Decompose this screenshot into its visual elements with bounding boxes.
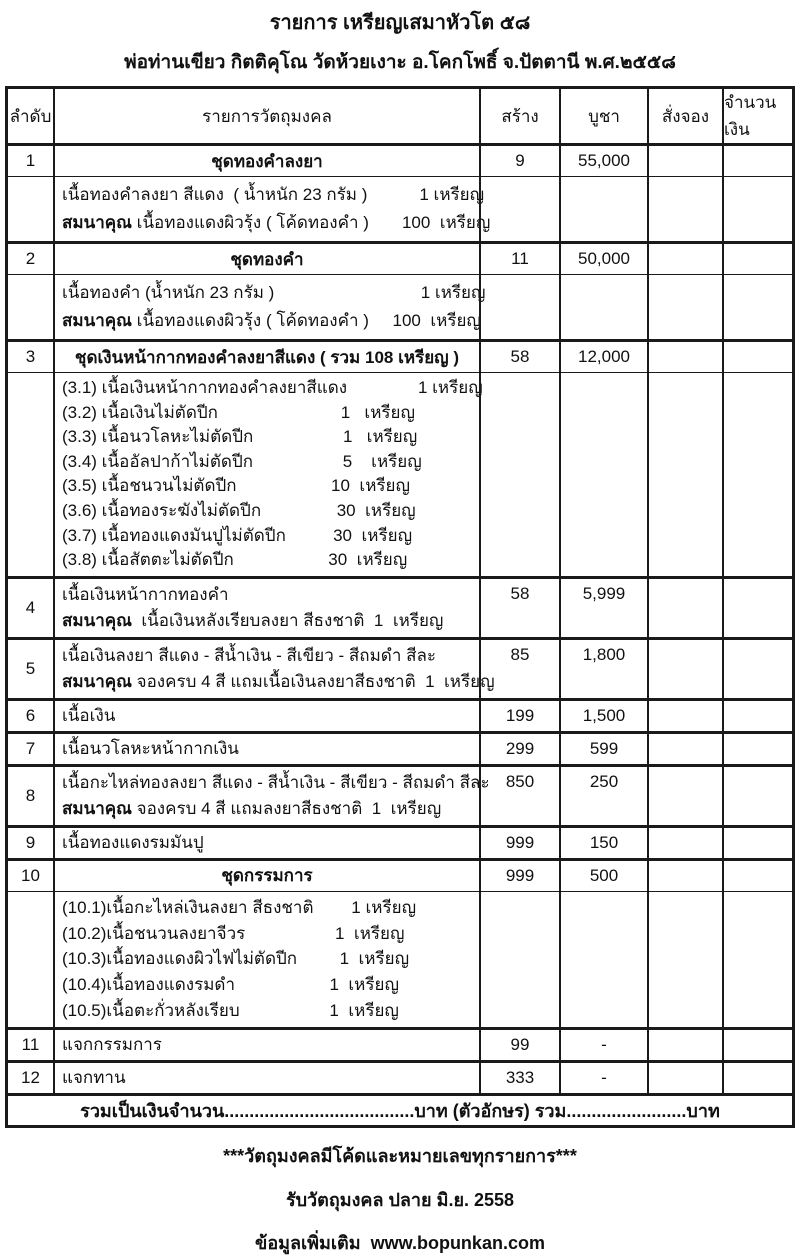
row-desc xyxy=(53,640,495,698)
row-order xyxy=(647,1030,722,1060)
row-desc xyxy=(53,892,479,1027)
footer-note-website: ข้อมูลเพิ่มเติม www.bopunkan.com xyxy=(255,1232,545,1253)
row-made xyxy=(479,177,559,241)
row-amount xyxy=(722,640,792,698)
row-desc: ชุดทองคำลงยา xyxy=(53,146,479,176)
row-order xyxy=(647,244,722,274)
row-desc xyxy=(53,373,483,576)
footer-note-pickup-date: รับวัตถุมงคล ปลาย มิ.ย. 2558 xyxy=(285,1189,515,1210)
row-no: 12 xyxy=(21,1067,40,1087)
row-no: 10 xyxy=(21,865,40,885)
table-row xyxy=(8,1027,792,1060)
table-row xyxy=(8,637,792,698)
row-made: 58 xyxy=(479,579,559,637)
row-no: 11 xyxy=(21,1034,40,1054)
detail-line: (3.3) เนื้อนวโลหะไม่ตัดปีก 1 เหรียญ xyxy=(62,427,418,447)
row-made: 299 xyxy=(479,734,559,764)
detail-line: (3.2) เนื้อเงินไม่ตัดปีก 1 เหรียญ xyxy=(62,402,415,422)
row-price: 599 xyxy=(559,734,647,764)
row-amount xyxy=(722,892,792,1027)
row-order xyxy=(647,892,722,1027)
row-no xyxy=(8,177,53,241)
row-price: 50,000 xyxy=(559,244,647,274)
row-no xyxy=(8,892,53,1027)
row-made xyxy=(479,373,559,576)
row-made: 9 xyxy=(479,146,559,176)
row-amount xyxy=(722,177,792,241)
row-amount xyxy=(722,1030,792,1060)
row-no: 8 xyxy=(25,785,36,805)
detail-line: เนื้อทองคำลงยา สีแดง ( น้ำหนัก 23 กรัม ) 1 เหรียญ xyxy=(62,185,485,204)
row-price xyxy=(559,177,647,241)
row-amount xyxy=(722,275,792,339)
table-row xyxy=(8,1060,792,1093)
row-order xyxy=(647,767,722,825)
row-no: 5 xyxy=(25,658,36,678)
row-order xyxy=(647,640,722,698)
detail-line: (10.5)เนื้อตะกั่วหลังเรียบ 1 เหรียญ xyxy=(62,1000,399,1020)
row-order xyxy=(647,146,722,176)
row-order xyxy=(647,701,722,731)
row-order xyxy=(647,734,722,764)
row-desc: เนื้อทองแดงรมมันปู xyxy=(53,828,479,858)
detail-line: (3.6) เนื้อทองระฆังไม่ตัดปีก 30 เหรียญ xyxy=(62,500,416,520)
total-row: รวมเป็นเงินจำนวน......................................บาท (ตัวอักษร) รวม........................บาท xyxy=(8,1093,792,1125)
row-price: - xyxy=(559,1030,647,1060)
detail-line: (3.7) เนื้อทองแดงมันปูไม่ตัดปีก 30 เหรียญ xyxy=(62,525,413,545)
row-price xyxy=(559,275,647,339)
row-desc: เนื้อเงิน xyxy=(53,701,479,731)
row-made: 999 xyxy=(479,828,559,858)
page-title: รายการ เหรียญเสมาหัวโต ๕๘ xyxy=(269,12,531,34)
row-price: 150 xyxy=(559,828,647,858)
detail-line: สมนาคุณ เนื้อทองแดงผิวรุ้ง ( โค้ดทองคำ ) 100 เหรียญ xyxy=(62,213,491,232)
row-order xyxy=(647,373,722,576)
row-no: 9 xyxy=(25,832,36,852)
row-made: 999 xyxy=(479,861,559,891)
row-amount xyxy=(722,579,792,637)
detail-line: (10.4)เนื้อทองแดงรมดำ 1 เหรียญ xyxy=(62,975,399,995)
amulet-price-table xyxy=(5,86,795,1128)
detail-line: เนื้อกะไหล่ทองลงยา สีแดง - สีน้ำเงิน - สีเขียว - สีถมดำ สีละ xyxy=(62,772,490,792)
detail-line: (3.5) เนื้อชนวนไม่ตัดปีก 10 เหรียญ xyxy=(62,476,410,496)
row-made: 85 xyxy=(479,640,559,698)
detail-line: สมนาคุณ จองครบ 4 สี แถมเนื้อเงินลงยาสีธงชาติ 1 เหรียญ xyxy=(62,671,495,691)
table-row xyxy=(8,825,792,858)
row-amount xyxy=(722,701,792,731)
page-subtitle: พ่อท่านเขียว กิตติคุโณ วัดห้วยเงาะ อ.โคกโพธิ์ จ.ปัตตานี พ.ศ.๒๕๕๘ xyxy=(124,52,676,73)
row-order xyxy=(647,342,722,372)
row-price xyxy=(559,892,647,1027)
row-order xyxy=(647,828,722,858)
detail-line: (3.8) เนื้อสัตตะไม่ตัดปีก 30 เหรียญ xyxy=(62,550,408,570)
table-header-row xyxy=(8,89,792,143)
row-made xyxy=(479,275,559,339)
detail-line: (3.4) เนื้ออัลปาก้าไม่ตัดปีก 5 เหรียญ xyxy=(62,451,422,471)
row-no: 7 xyxy=(25,738,36,758)
table-subrow xyxy=(8,372,792,576)
row-no xyxy=(8,275,53,339)
detail-line: สมนาคุณ เนื้อเงินหลังเรียบลงยา สีธงชาติ 1 เหรียญ xyxy=(62,610,444,630)
col-header-order: สั่งจอง xyxy=(647,89,722,143)
row-amount xyxy=(722,861,792,891)
row-desc xyxy=(53,275,486,339)
row-price: 500 xyxy=(559,861,647,891)
detail-line: เนื้อทองคำ (น้ำหนัก 23 กรัม ) 1 เหรียญ xyxy=(62,283,486,302)
table-row xyxy=(8,143,792,176)
row-amount xyxy=(722,767,792,825)
row-made: 333 xyxy=(479,1063,559,1093)
row-order xyxy=(647,1063,722,1093)
row-order xyxy=(647,275,722,339)
table-subrow xyxy=(8,891,792,1027)
table-row xyxy=(8,858,792,891)
row-amount xyxy=(722,373,792,576)
detail-line: เนื้อเงินลงยา สีแดง - สีน้ำเงิน - สีเขียว - สีถมดำ สีละ xyxy=(62,645,437,665)
table-subrow xyxy=(8,176,792,241)
row-desc xyxy=(53,579,479,637)
row-no: 1 xyxy=(25,151,36,170)
row-made: 199 xyxy=(479,701,559,731)
detail-line: เนื้อเงินหน้ากากทองคำ xyxy=(62,584,229,604)
detail-line: (10.2)เนื้อชนวนลงยาจีวร 1 เหรียญ xyxy=(62,923,405,943)
col-header-no: ลำดับ xyxy=(9,106,52,126)
table-row xyxy=(8,698,792,731)
row-made xyxy=(479,892,559,1027)
detail-line: (10.3)เนื้อทองแดงผิวไฟไม่ตัดปีก 1 เหรียญ xyxy=(62,949,410,969)
table-row xyxy=(8,241,792,274)
row-amount xyxy=(722,146,792,176)
row-order xyxy=(647,579,722,637)
row-made: 58 xyxy=(479,342,559,372)
table-subrow xyxy=(8,274,792,339)
footer xyxy=(0,1141,800,1257)
row-made: 850 xyxy=(479,767,559,825)
col-header-made: สร้าง xyxy=(479,89,559,143)
row-no: 4 xyxy=(25,597,36,617)
row-order xyxy=(647,861,722,891)
detail-line: (10.1)เนื้อกะไหล่เงินลงยา สีธงชาติ 1 เหรียญ xyxy=(62,897,417,917)
row-price: 12,000 xyxy=(559,342,647,372)
row-order xyxy=(647,177,722,241)
row-desc xyxy=(53,177,491,241)
row-no: 3 xyxy=(25,347,36,366)
footer-note-code: ***วัตถุมงคลมีโค้ดและหมายเลขทุกรายการ*** xyxy=(223,1145,577,1166)
row-amount xyxy=(722,342,792,372)
row-desc: ชุดกรรมการ xyxy=(53,861,479,891)
row-desc: ชุดเงินหน้ากากทองคำลงยาสีแดง ( รวม 108 เหรียญ ) xyxy=(53,342,479,372)
row-made: 99 xyxy=(479,1030,559,1060)
row-amount xyxy=(722,828,792,858)
col-header-amount: จำนวนเงิน xyxy=(722,89,792,143)
table-row xyxy=(8,731,792,764)
row-price: 1,800 xyxy=(559,640,647,698)
row-desc xyxy=(53,767,490,825)
row-price: 250 xyxy=(559,767,647,825)
row-price: 5,999 xyxy=(559,579,647,637)
table-row xyxy=(8,576,792,637)
row-amount xyxy=(722,244,792,274)
row-price xyxy=(559,373,647,576)
col-header-price: บูชา xyxy=(559,89,647,143)
row-no: 6 xyxy=(25,705,36,725)
row-amount xyxy=(722,734,792,764)
row-desc: แจกทาน xyxy=(53,1063,479,1093)
detail-line: สมนาคุณ เนื้อทองแดงผิวรุ้ง ( โค้ดทองคำ ) 100 เหรียญ xyxy=(62,311,481,330)
row-price: 1,500 xyxy=(559,701,647,731)
row-desc: แจกกรรมการ xyxy=(53,1030,479,1060)
row-amount xyxy=(722,1063,792,1093)
table-row xyxy=(8,339,792,372)
row-no xyxy=(8,373,53,576)
col-header-item: รายการวัตถุมงคล xyxy=(53,89,479,143)
detail-line: (3.1) เนื้อเงินหน้ากากทองคำลงยาสีแดง 1 เหรียญ xyxy=(62,378,483,397)
row-price: 55,000 xyxy=(559,146,647,176)
detail-line: สมนาคุณ จองครบ 4 สี แถมลงยาสีธงชาติ 1 เหรียญ xyxy=(62,798,442,818)
table-row xyxy=(8,764,792,825)
row-price: - xyxy=(559,1063,647,1093)
row-desc: เนื้อนวโลหะหน้ากากเงิน xyxy=(53,734,479,764)
row-desc: ชุดทองคำ xyxy=(53,244,479,274)
row-no: 2 xyxy=(25,249,36,268)
row-made: 11 xyxy=(479,244,559,274)
